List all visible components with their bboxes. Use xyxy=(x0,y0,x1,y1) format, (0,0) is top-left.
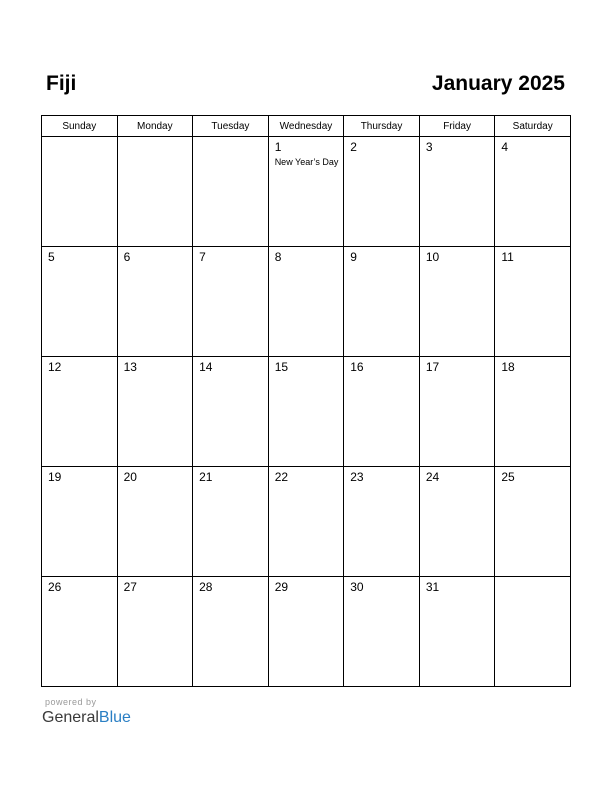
day-number: 16 xyxy=(350,360,364,374)
day-cell xyxy=(419,137,495,247)
day-number: 28 xyxy=(199,580,213,594)
day-number: 18 xyxy=(501,360,515,374)
day-number: 15 xyxy=(274,360,289,374)
week-row xyxy=(42,467,571,577)
day-number: 11 xyxy=(501,250,514,264)
day-number: 31 xyxy=(425,580,440,594)
day-number: 30 xyxy=(350,580,364,594)
day-cell xyxy=(419,467,495,577)
powered-by-label: powered by xyxy=(45,697,97,707)
logo-text-general: General xyxy=(42,709,99,726)
day-number: 6 xyxy=(123,250,131,264)
day-number xyxy=(42,137,117,140)
day-number: 13 xyxy=(123,360,137,374)
day-cell xyxy=(344,357,420,467)
weekday-header: Wednesday xyxy=(268,116,344,137)
day-number: 19 xyxy=(48,470,62,484)
day-cell xyxy=(193,467,269,577)
day-cell xyxy=(495,467,571,577)
day-cell xyxy=(268,137,344,247)
week-row xyxy=(42,247,571,357)
day-cell xyxy=(419,357,495,467)
day-cell xyxy=(344,577,420,687)
calendar-grid xyxy=(41,115,571,687)
week-row xyxy=(42,137,571,247)
generalblue-logo xyxy=(42,708,131,728)
day-cell xyxy=(117,137,193,247)
day-number: 10 xyxy=(425,250,440,264)
day-cell xyxy=(193,137,269,247)
day-cell xyxy=(117,357,193,467)
day-cell xyxy=(117,577,193,687)
day-cell xyxy=(42,247,118,357)
weekday-header-row xyxy=(42,116,571,137)
weekday-header: Monday xyxy=(117,116,193,137)
country-title: Fiji xyxy=(46,72,77,95)
day-cell xyxy=(344,467,420,577)
day-cell xyxy=(344,247,420,357)
day-number: 20 xyxy=(123,470,137,484)
day-cell xyxy=(419,577,495,687)
day-cell xyxy=(495,357,571,467)
day-number xyxy=(118,137,193,140)
day-cell xyxy=(495,247,571,357)
day-number xyxy=(495,577,570,580)
day-number: 26 xyxy=(48,580,62,594)
month-year-title: January 2025 xyxy=(431,72,565,95)
weekday-header: Thursday xyxy=(344,116,420,137)
day-cell xyxy=(268,577,344,687)
day-number: 17 xyxy=(425,360,440,374)
day-cell xyxy=(268,357,344,467)
day-cell xyxy=(495,137,571,247)
calendar-body xyxy=(42,137,571,687)
day-number: 1 xyxy=(274,140,282,154)
weekday-header: Friday xyxy=(419,116,495,137)
day-cell xyxy=(193,357,269,467)
week-row xyxy=(42,577,571,687)
day-cell xyxy=(419,247,495,357)
day-number: 25 xyxy=(501,470,515,484)
day-number: 27 xyxy=(123,580,137,594)
weekday-header: Tuesday xyxy=(193,116,269,137)
day-cell xyxy=(42,357,118,467)
day-number: 2 xyxy=(350,140,357,154)
day-cell xyxy=(495,577,571,687)
day-cell xyxy=(117,467,193,577)
week-row xyxy=(42,357,571,467)
day-number: 24 xyxy=(425,470,440,484)
logo-text-blue: Blue xyxy=(98,709,131,726)
day-number: 14 xyxy=(199,360,213,374)
day-cell xyxy=(193,577,269,687)
day-number: 21 xyxy=(199,470,213,484)
holiday-label: New Year’s Day xyxy=(274,157,339,167)
weekday-header: Sunday xyxy=(42,116,118,137)
day-cell xyxy=(268,247,344,357)
day-cell xyxy=(344,137,420,247)
day-number: 5 xyxy=(48,250,55,264)
day-cell xyxy=(268,467,344,577)
day-number xyxy=(193,137,268,140)
day-cell xyxy=(42,577,118,687)
day-cell xyxy=(42,467,118,577)
day-cell xyxy=(42,137,118,247)
day-number: 7 xyxy=(199,250,206,264)
day-cell xyxy=(193,247,269,357)
day-cell xyxy=(117,247,193,357)
weekday-header: Saturday xyxy=(495,116,571,137)
day-number: 22 xyxy=(274,470,289,484)
day-number: 4 xyxy=(501,140,509,154)
day-number: 12 xyxy=(48,360,62,374)
day-number: 8 xyxy=(274,250,282,264)
day-number: 23 xyxy=(350,470,364,484)
day-number: 3 xyxy=(425,140,433,154)
day-number: 9 xyxy=(350,250,357,264)
day-number: 29 xyxy=(274,580,289,594)
